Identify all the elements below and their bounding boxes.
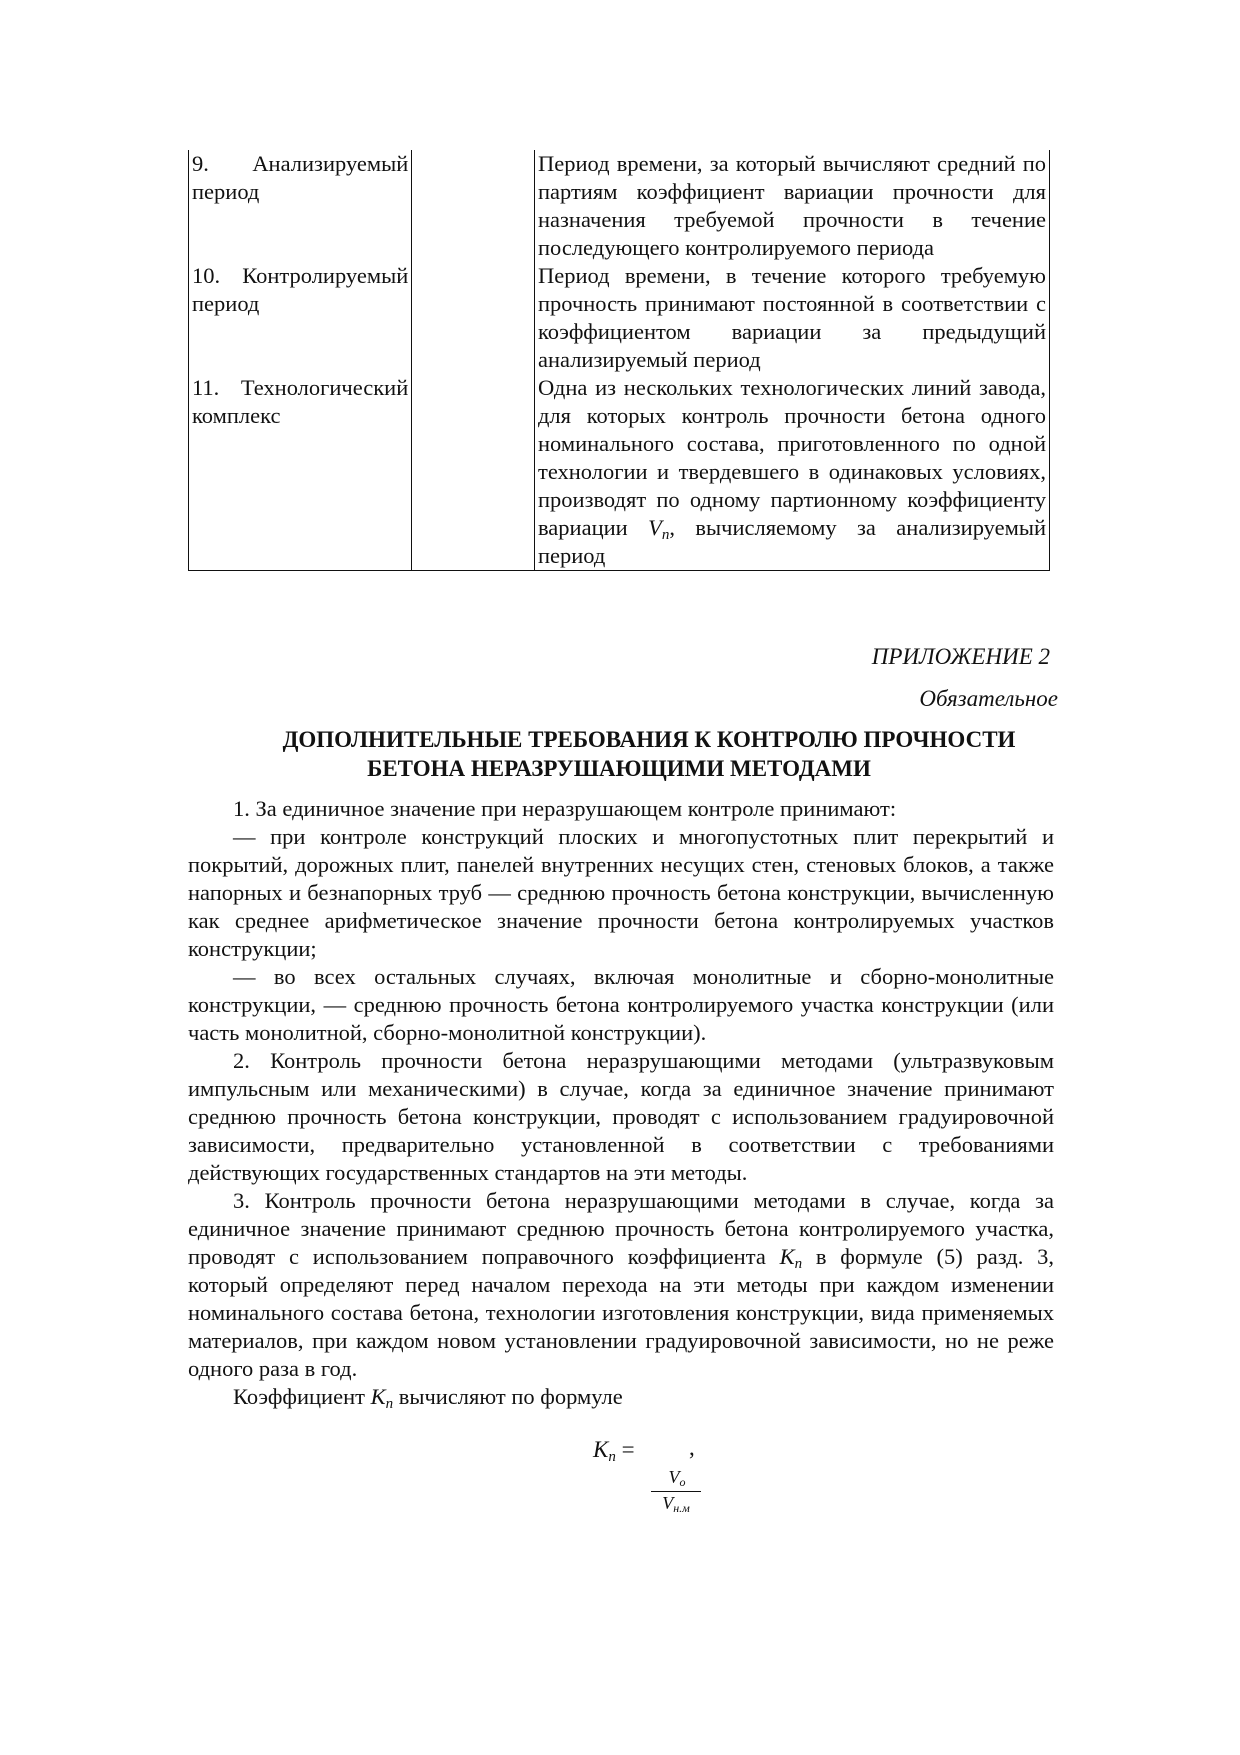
empty-cell	[412, 374, 535, 571]
empty-cell	[412, 262, 535, 374]
formula-comma: ,	[689, 1435, 695, 1460]
fraction-bar	[651, 1491, 701, 1492]
term-text: 9. Анализируемый период	[192, 151, 409, 204]
definition-cell	[534, 150, 1049, 262]
symbol-k: K	[779, 1244, 795, 1269]
section-title	[188, 725, 1050, 783]
definition-cell	[534, 262, 1049, 374]
symbol-k: K	[370, 1384, 386, 1409]
numerator-subscript: o	[679, 1475, 686, 1489]
symbol-subscript: n	[385, 1396, 394, 1412]
paragraph-part1: 3. Контроль прочности бетона неразрушающими методами в случае, когда за единичное значение принимают среднюю прочность бетона контролируемого участка, проводят с использованием поправочного коэффициента	[188, 1188, 1054, 1269]
term-cell	[189, 374, 412, 571]
appendix-status: Обязательное	[919, 686, 1058, 711]
term-cell	[189, 150, 412, 262]
definition-text: Период времени, за который вычисляют средний по партиям коэффициент вариации прочности для назначения требуемой прочности в течение последующего контролируемого периода	[537, 151, 1046, 260]
paragraph-part2: вычисляют по формуле	[393, 1384, 623, 1409]
section-title-line1: ДОПОЛНИТЕЛЬНЫЕ ТРЕБОВАНИЯ К КОНТРОЛЮ ПРОЧНОСТИ	[282, 727, 1016, 752]
paragraph: — во всех остальных случаях, включая монолитные и сборно-монолитные конструкции, — среднюю прочность бетона контролируемого участка конструкции (или часть монолитной, сборно-монолитной конструкции).	[188, 964, 1054, 1045]
formula-lhs-symbol: K	[593, 1437, 609, 1462]
paragraph-part2: в формуле (5) разд. 3, который определяют перед началом перехода на эти методы при каждом изменении номинального состава бетона, технологии изготовления конструкции, вида применяемых материалов, при каждом новом установлении градуировочной зависимости, но не реже одного раза в год.	[188, 1244, 1054, 1381]
formula-equals: =	[615, 1437, 635, 1462]
definition-text-part2: , вычисляемому за анализируемый период	[537, 515, 1046, 568]
term-text: 11. Технологический комплекс	[192, 375, 409, 428]
appendix-label: ПРИЛОЖЕНИЕ 2	[871, 644, 1050, 669]
denominator-subscript: н.м	[673, 1501, 690, 1515]
symbol-subscript: n	[661, 527, 670, 543]
section-title-line2: БЕТОНА НЕРАЗРУШАЮЩИМИ МЕТОДАМИ	[367, 756, 871, 781]
definition-text: Период времени, в течение которого требуемую прочность принимают постоянной в соответствии с коэффициентом вариации за предыдущий анализируемый период	[537, 263, 1046, 372]
body-text	[188, 795, 1054, 1411]
formula-lhs	[593, 1437, 635, 1463]
paragraph-part1: Коэффициент	[233, 1384, 371, 1409]
empty-cell	[412, 150, 535, 262]
definition-text-part1: Одна из нескольких технологических линий завода, для которых контроль прочности бетона одного номинального состава, приготовленного по одной технологии и твердевшего в одинаковых условиях, производят по одному партионному коэффициенту вариации	[537, 375, 1046, 540]
formula-numerator	[653, 1467, 701, 1490]
paragraph: 2. Контроль прочности бетона неразрушающими методами (ультразвуковым импульсным или механическими) в случае, когда за единичное значение принимают среднюю прочность бетона конструкции, проводят с использованием градуировочной зависимости, предварительно установленной в соответствии с требованиями действующих государственных стандартов на эти методы.	[188, 1048, 1054, 1185]
paragraph: — при контроле конструкций плоских и многопустотных плит перекрытий и покрытий, дорожных плит, панелей внутренних несущих стен, стеновых блоков, а также напорных и безнапорных труб — среднюю прочность бетона конструкции, вычисленную как среднее арифметическое значение прочности бетона контролируемых участков конструкции;	[188, 824, 1054, 961]
formula-lhs-subscript: n	[608, 1449, 616, 1465]
table-row	[189, 150, 1050, 262]
symbol-subscript: n	[794, 1256, 803, 1272]
table-row	[189, 374, 1050, 571]
formula	[593, 1437, 723, 1527]
definitions-table	[188, 150, 1050, 571]
table-row	[189, 262, 1050, 374]
formula-denominator	[648, 1493, 704, 1516]
definition-cell	[534, 374, 1049, 571]
paragraph: 1. За единичное значение при неразрушающем контроле принимают:	[233, 796, 897, 821]
paragraph	[188, 1383, 1054, 1411]
paragraph	[188, 1187, 1054, 1383]
denominator-symbol: V	[662, 1493, 674, 1513]
numerator-symbol: V	[668, 1467, 680, 1487]
term-cell	[189, 262, 412, 374]
term-text: 10. Контролируемый период	[192, 263, 409, 316]
symbol-v: V	[648, 515, 662, 540]
definition-text	[538, 374, 1046, 570]
